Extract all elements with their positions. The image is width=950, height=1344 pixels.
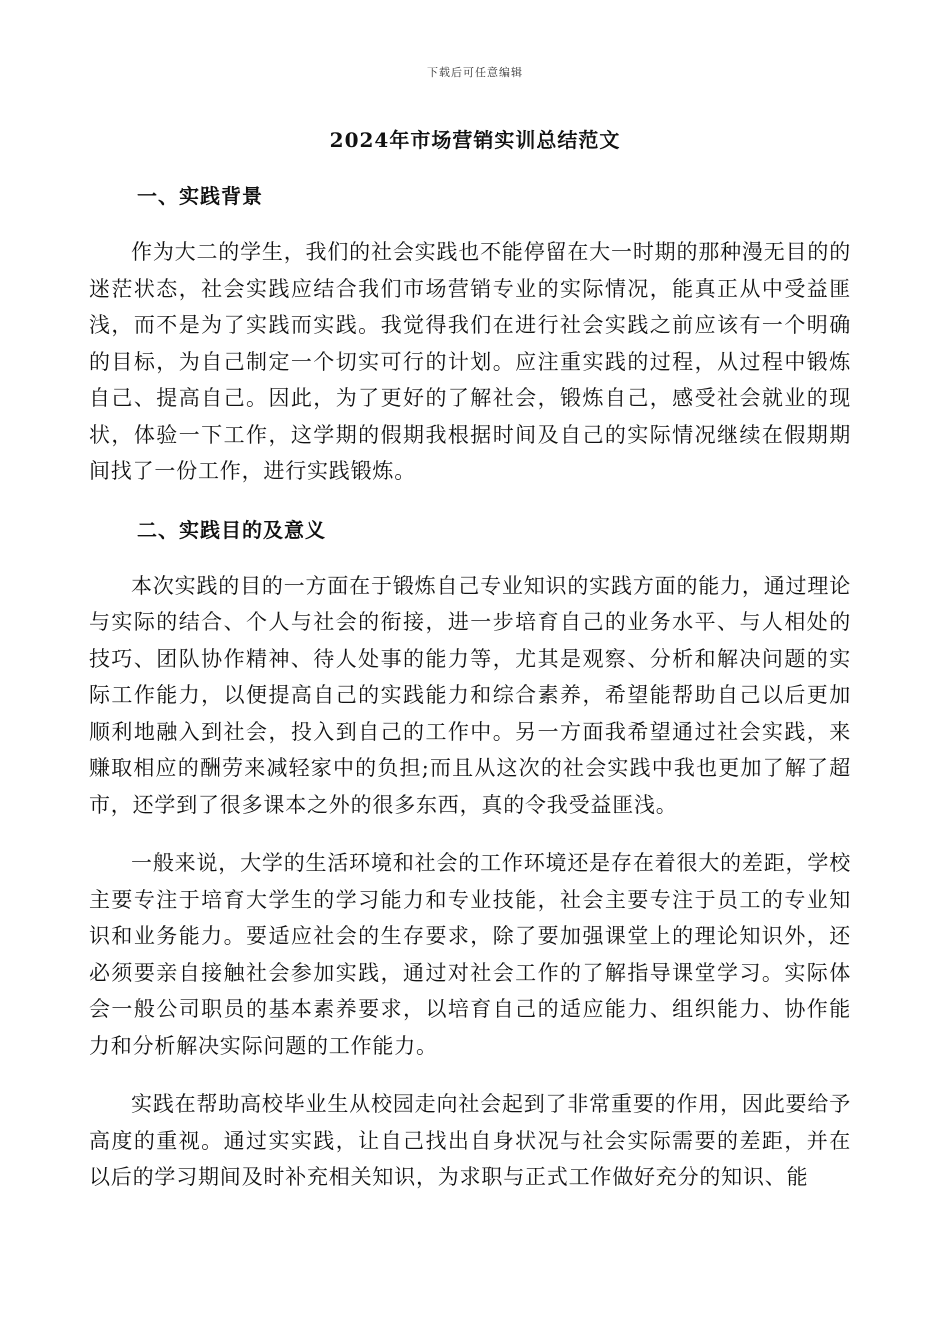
- paragraph-background: 作为大二的学生，我们的社会实践也不能停留在大一时期的那种漫无目的的迷茫状态，社会实践应结合我们市场营销专业的实际情况，能真正从中受益匪浅，而不是为了实践而实践。我觉得我们在进行社会实践之前应该有一个明确的目标，为自己制定一个切实可行的计划。应注重实践的过程，从过程中锻炼自己、提高自己。因此，为了更好的了解社会，锻炼自己，感受社会就业的现状，体验一下工作，这学期的假期我根据时间及自己的实际情况继续在假期期间找了一份工作，进行实践锻炼。: [89, 240, 851, 483]
- document-title: 2024年市场营销实训总结范文: [329, 128, 621, 152]
- section-heading-background: 一、实践背景: [137, 184, 263, 208]
- paragraph-purpose-2: 一般来说，大学的生活环境和社会的工作环境还是存在着很大的差距，学校主要专注于培育大学生的学习能力和专业技能，社会主要专注于员工的专业知识和业务能力。要适应社会的生存要求，除了要加强课堂上的理论知识外，还必须要亲自接触社会参加实践，通过对社会工作的了解指导课堂学习。实际体会一般公司职员的基本素养要求，以培育自己的适应能力、组织能力、协作能力和分析解决实际问题的工作能力。: [89, 851, 851, 1058]
- header-note: 下载后可任意编辑: [427, 66, 523, 79]
- section-heading-purpose: 二、实践目的及意义: [137, 517, 326, 542]
- document-body: [89, 178, 851, 1196]
- paragraph-purpose-3: 实践在帮助高校毕业生从校园走向社会起到了非常重要的作用，因此要给予高度的重视。通过实实践，让自己找出自身状况与社会实际需要的差距，并在以后的学习期间及时补充相关知识，为求职与正式工作做好充分的知识、能: [89, 1092, 851, 1189]
- paragraph-purpose-1: 本次实践的目的一方面在于锻炼自己专业知识的实践方面的能力，通过理论与实际的结合、个人与社会的衔接，进一步培育自己的业务水平、与人相处的技巧、团队协作精神、待人处事的能力等，尤其是观察、分析和解决问题的实际工作能力，以便提高自己的实践能力和综合素养，希望能帮助自己以后更加顺利地融入到社会，投入到自己的工作中。另一方面我希望通过社会实践，来赚取相应的酬劳来减轻家中的负担;而且从这次的社会实践中我也更加了解了超市，还学到了很多课本之外的很多东西，真的令我受益匪浅。: [89, 573, 851, 817]
